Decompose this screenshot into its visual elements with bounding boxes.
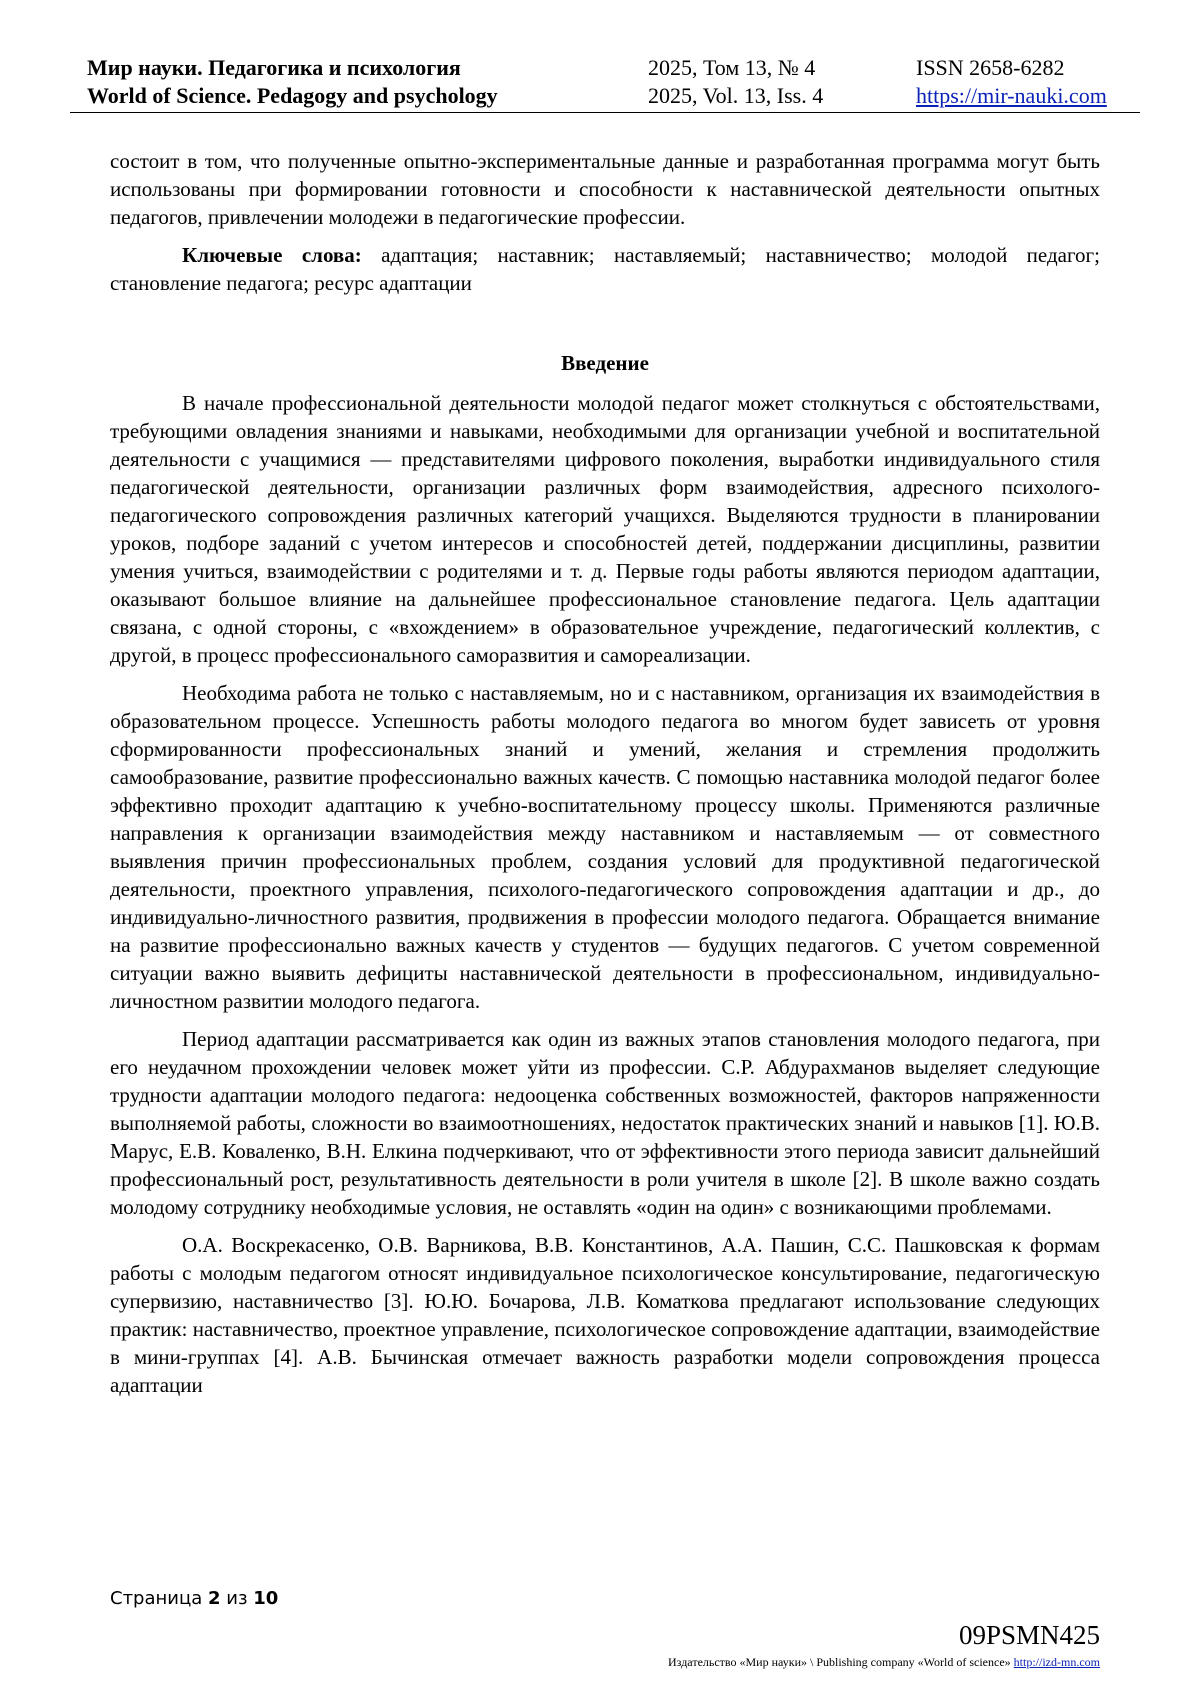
volume-info	[648, 54, 823, 110]
paragraph: Период адаптации рассматривается как один из важных этапов становления молодого педагога, при его неудачном прохождении человек может уйти из профессии. С.Р. Абдурахманов выделяет следующие трудности адаптации молодого педагога: недооценка собственных возможностей, факторов напряженности выполняемой работы, сложности во взаимоотношениях, недостаток практических знаний и навыков [1]. Ю.В. Марус, Е.В. Коваленко, В.Н. Елкина подчеркивают, что от эффективности этого периода зависит дальнейший профессиональный рост, результативность деятельности в роли учителя в школе [2]. В школе важно создать молодому сотруднику необходимые условия, не оставлять «один на один» с возникающими проблемами.	[110, 1027, 1100, 1219]
page-header	[70, 50, 1140, 113]
section-title: Введение	[561, 351, 649, 375]
keywords-label: Ключевые слова:	[182, 243, 362, 267]
journal-title	[87, 54, 498, 110]
journal-link[interactable]: https://mir-nauki.com	[916, 83, 1107, 108]
keywords	[110, 241, 1100, 297]
journal-title-en: World of Science. Pedagogy and psychology	[87, 83, 498, 108]
paragraph: О.А. Воскрекасенко, О.В. Варникова, В.В. Константинов, А.А. Пашин, С.С. Пашковская к формам работы с молодым педагогом относят индивидуальное психологическое консультирование, педагогическую супервизию, наставничество [3]. Ю.Ю. Бочарова, Л.В. Коматкова предлагают использование следующих практик: наставничество, проектное управление, психологическое сопровождение адаптации, взаимодействие в мини-группах [4]. А.В. Бычинская отмечает важность разработки модели сопровождения процесса адаптации	[110, 1233, 1100, 1397]
publisher-link[interactable]: http://izd-mn.com	[1013, 1655, 1100, 1669]
page-label: Страница	[110, 1588, 203, 1609]
publisher-text: Издательство «Мир науки» \ Publishing company «World of science»	[668, 1655, 1011, 1669]
paragraph: В начале профессиональной деятельности молодой педагог может столкнуться с обстоятельствами, требующими овладения знаниями и навыками, необходимыми для организации учебной и воспитательной деятельности с учащимися — представителями цифрового поколения, выработки индивидуального стиля педагогической деятельности, организации различных форм взаимодействия, адресного психолого-педагогического сопровождения различных категорий учащихся. Выделяются трудности в планировании уроков, подборе заданий с учетом интересов и способностей детей, поддержании дисциплины, развитии умения учиться, взаимодействии с родителями и т. д. Первые годы работы являются периодом адаптации, оказывают большое влияние на дальнейшее профессиональное становление педагога. Цель адаптации связана, с одной стороны, с «вхождением» в образовательное учреждение, педагогический коллектив, с другой, в процесс профессионального саморазвития и самореализации.	[110, 391, 1100, 667]
page-total: 10	[253, 1588, 279, 1609]
issn-block	[916, 54, 1107, 110]
journal-title-ru: Мир науки. Педагогика и психология	[87, 55, 461, 80]
article-code: 09PSMN425	[958, 1620, 1100, 1650]
issn: ISSN 2658-6282	[916, 55, 1065, 80]
page-current: 2	[208, 1588, 221, 1609]
page-of-label: из	[226, 1588, 248, 1609]
article-body	[110, 147, 1100, 1409]
keywords-text: адаптация; наставник; наставляемый; наставничество; молодой педагог; становление педагога; ресурс адаптации	[110, 243, 1101, 295]
volume-ru: 2025, Том 13, № 4	[648, 55, 816, 80]
paragraph: Необходима работа не только с наставляемым, но и с наставником, организация их взаимодействия в образовательном процессе. Успешность работы молодого педагога во многом будет зависеть от уровня сформированности профессиональных знаний и умений, желания и стремления продолжить самообразование, развитие профессионально важных качеств. С помощью наставника молодой педагог более эффективно проходит адаптацию к учебно-воспитательному процессу школы. Применяются различные направления к организации взаимодействия между наставником и наставляемым — от совместного выявления причин профессиональных проблем, создания условий для продуктивной педагогической деятельности, проектного управления, психолого-педагогического сопровождения адаптации и др., до индивидуально-личностного развития, продвижения в профессии молодого педагога. Обращается внимание на развитие профессионально важных качеств у студентов — будущих педагогов. С учетом современной ситуации важно выявить дефициты наставнической деятельности в профессиональном, индивидуально-личностном развитии молодого педагога.	[110, 681, 1100, 1013]
volume-en: 2025, Vol. 13, Iss. 4	[648, 83, 824, 108]
publisher-line	[668, 1655, 1100, 1670]
page-number	[110, 1588, 278, 1609]
abstract-tail: состоит в том, что полученные опытно-экспериментальные данные и разработанная программа могут быть использованы при формировании готовности и способности к наставнической деятельности опытных педагогов, привлечении молодежи в педагогические профессии.	[110, 149, 1100, 229]
